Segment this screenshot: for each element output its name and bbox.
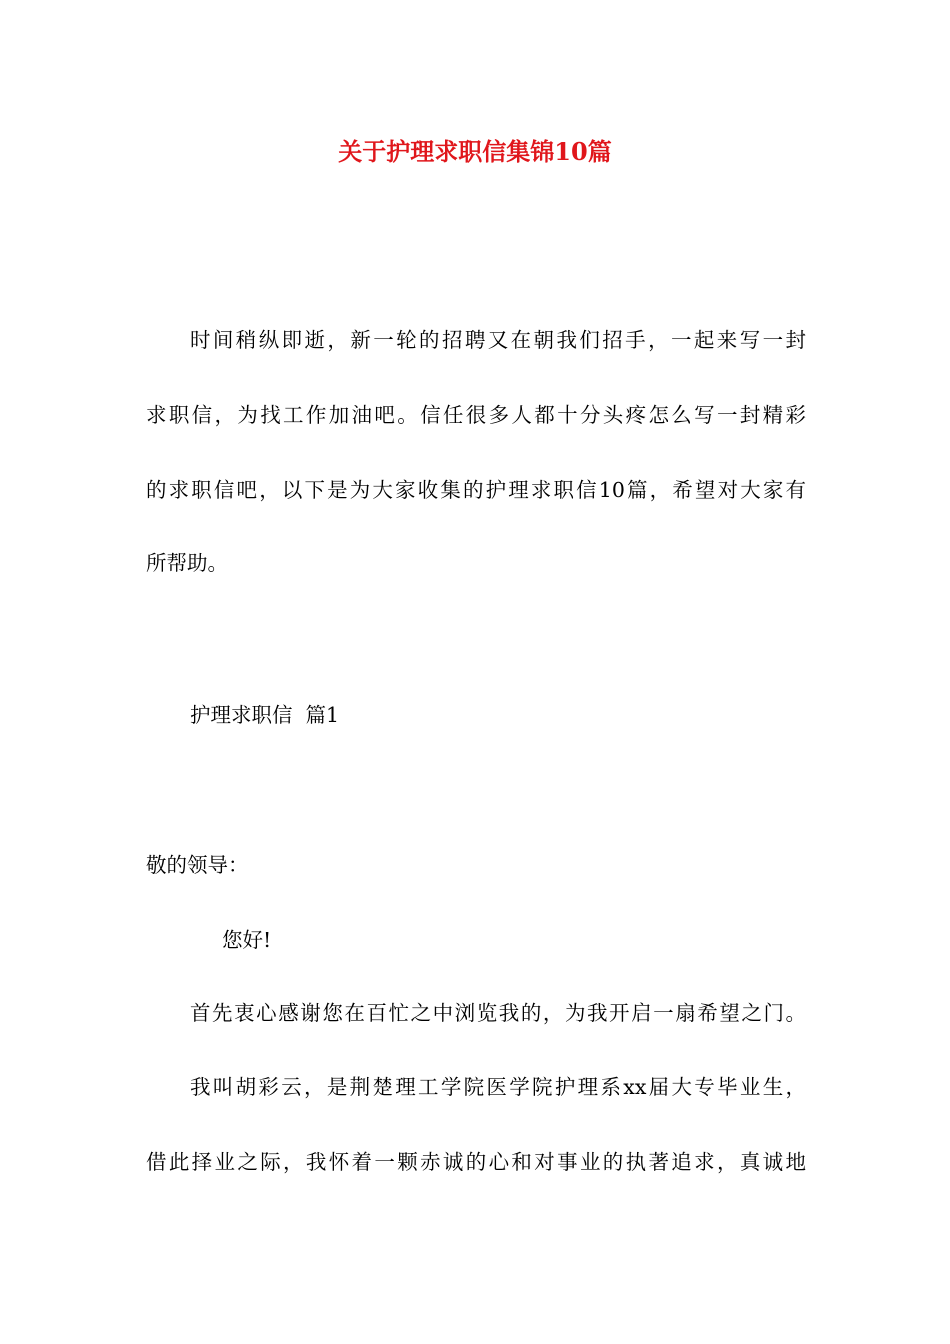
intro-line-4: 所帮助。 xyxy=(146,551,228,575)
body-line-1: 首先衷心感谢您在百忙之中浏览我的，为我开启一扇希望之门。 xyxy=(190,1001,806,1025)
document-title: 关于护理求职信集锦10篇 xyxy=(338,137,612,166)
body-line-3: 借此择业之际，我怀着一颗赤诚的心和对事业的执著追求，真诚地 xyxy=(146,1150,806,1174)
intro-line-2: 求职信，为找工作加油吧。信任很多人都十分头疼怎么写一封精彩 xyxy=(146,403,806,427)
intro-line-3: 的求职信吧，以下是为大家收集的护理求职信10篇，希望对大家有 xyxy=(146,478,806,502)
salutation: 敬的领导： xyxy=(146,853,249,877)
section-heading: 护理求职信 篇1 xyxy=(190,703,340,727)
greeting: 您好! xyxy=(222,928,272,952)
intro-line-1: 时间稍纵即逝，新一轮的招聘又在朝我们招手，一起来写一封 xyxy=(190,328,806,352)
body-line-2: 我叫胡彩云，是荆楚理工学院医学院护理系xx届大专毕业生， xyxy=(190,1075,806,1099)
